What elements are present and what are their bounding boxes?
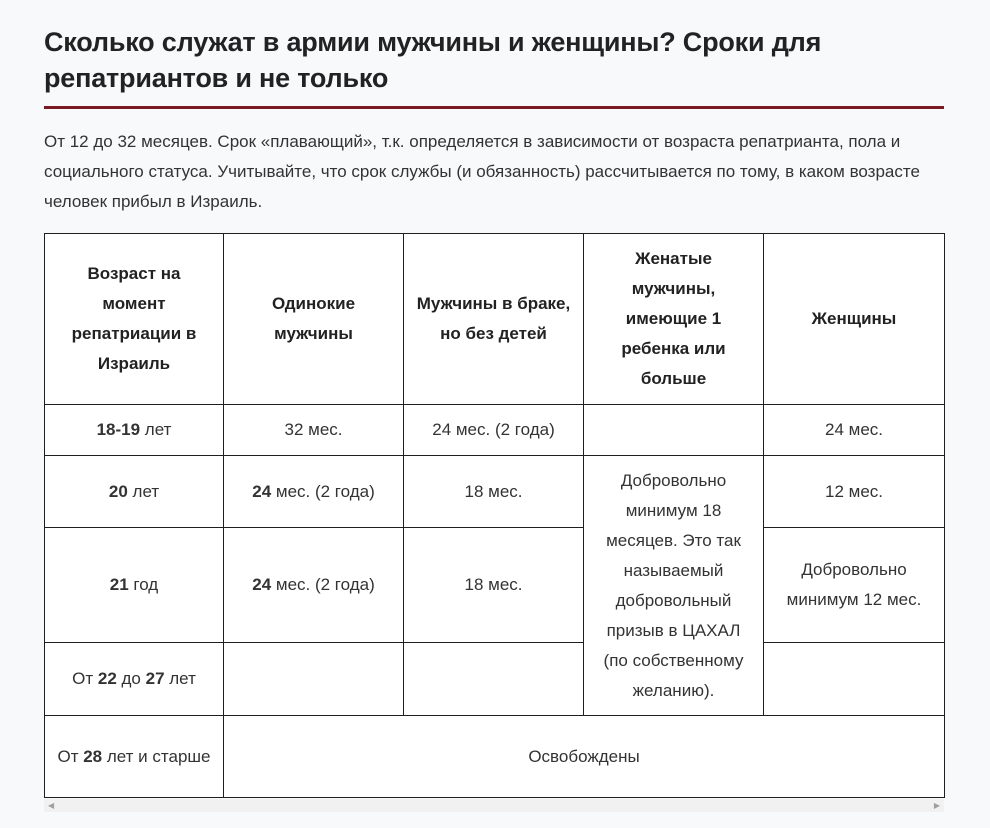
age-cell [45, 643, 224, 716]
married-no-children-cell [404, 643, 584, 716]
age-unit: лет и старше [102, 746, 211, 766]
header-single-men: Одинокие мужчины [224, 234, 404, 405]
women-cell [764, 643, 945, 716]
single-men-cell [224, 528, 404, 643]
age-unit: лет [127, 481, 160, 501]
age-prefix: От [57, 746, 84, 766]
age-value: 22 [97, 669, 117, 688]
service-terms-table [44, 233, 945, 798]
age-value-2: 27 [145, 669, 165, 688]
age-cell [45, 528, 224, 643]
months-unit: мес. (2 года) [271, 575, 375, 594]
age-unit: лет [164, 669, 196, 688]
table-row [45, 456, 945, 528]
triangle-left-icon[interactable]: ◀ [48, 801, 55, 810]
exempt-cell: Освобождены [224, 716, 945, 798]
age-cell [45, 716, 224, 798]
header-married-no-children: Мужчины в браке, но без детей [404, 234, 584, 405]
article-title: Сколько служат в армии мужчины и женщины? Сроки для репатриантов и не только [44, 27, 822, 93]
married-with-children-volunteer-cell: Добровольно минимум 18 месяцев. Это так называемый добровольный призыв в ЦАХАЛ (по собственному желанию). [584, 456, 764, 716]
married-no-children-cell: 18 мес. [404, 528, 584, 643]
age-cell [45, 405, 224, 456]
age-value: 21 [109, 575, 129, 594]
age-connector: до [116, 669, 146, 688]
table-row [45, 643, 945, 716]
table-header-row [45, 234, 945, 405]
horizontal-scrollbar[interactable] [44, 799, 944, 812]
married-with-children-cell [584, 405, 764, 456]
age-value: 20 [108, 481, 128, 501]
women-volunteer-cell: Добровольно минимум 12 мес. [764, 528, 945, 643]
months-value: 24 [252, 575, 272, 594]
women-cell: 12 мес. [764, 456, 945, 528]
age-value: 18-19 [96, 420, 141, 439]
months-value: 24 [252, 481, 272, 501]
age-cell [45, 456, 224, 528]
article [44, 0, 944, 766]
age-prefix: От [72, 669, 98, 688]
intro-paragraph [44, 127, 944, 217]
married-no-children-cell: 18 мес. [404, 456, 584, 528]
header-women: Женщины [764, 234, 945, 405]
age-unit: год [128, 575, 159, 594]
married-no-children-cell: 24 мес. (2 года) [404, 405, 584, 456]
header-age: Возраст на момент репатриации в Израиль [45, 234, 224, 405]
intro-text: От 12 до 32 месяцев. Срок «плавающий», т.к. определяется в зависимости от возраста репатрианта, пола и социального статуса. Учитывайте, что срок службы (и обязанность) рассчитывается по тому, в каком возрасте человек прибыл в Израиль. [44, 132, 920, 211]
table-row [45, 405, 945, 456]
months-unit: мес. (2 года) [271, 481, 375, 501]
header-married-with-children: Женатые мужчины, имеющие 1 ребенка или больше [584, 234, 764, 405]
women-cell: 24 мес. [764, 405, 945, 456]
age-unit: лет [140, 420, 172, 439]
single-men-cell: 32 мес. [224, 405, 404, 456]
single-men-cell [224, 643, 404, 716]
triangle-right-icon[interactable]: ▶ [933, 801, 940, 810]
age-value: 28 [83, 746, 103, 766]
table-row [45, 528, 945, 643]
table-row [45, 716, 945, 798]
title-underline [44, 106, 944, 109]
single-men-cell [224, 456, 404, 528]
